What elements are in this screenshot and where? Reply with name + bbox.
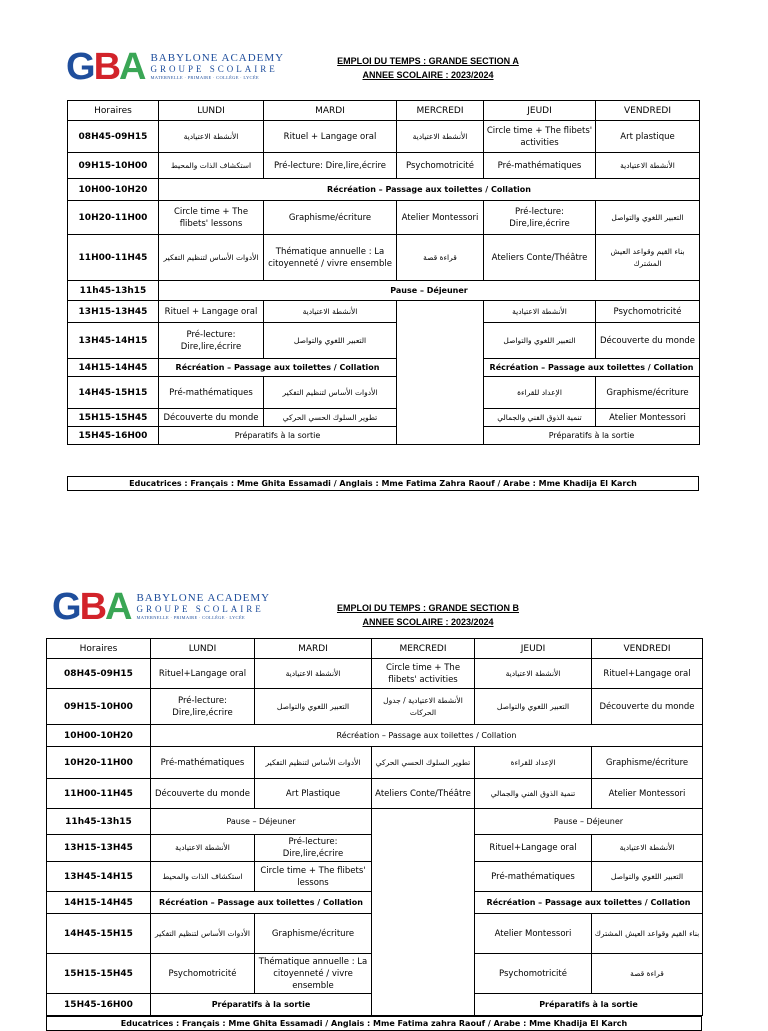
cell-vendredi: الأنشطة الاعتيادية (596, 153, 700, 179)
cell-lundi: Pré-mathématiques (159, 377, 264, 409)
cell-lundi: Circle time + The flibets' lessons (159, 201, 264, 235)
time-slot: 14H45-15H15 (47, 914, 151, 954)
cell-mardi: تطوير السلوك الحسي الحركي (264, 409, 397, 427)
col-header-mercredi: MERCREDI (397, 101, 484, 121)
timetable-b (46, 638, 703, 1016)
time-slot: 08H45-09H15 (68, 121, 159, 153)
exit-cell-right: Préparatifs à la sortie (475, 994, 703, 1016)
col-header-mardi: MARDI (255, 639, 372, 659)
cell-jeudi: Pré-lecture: Dire,lire,écrire (484, 201, 596, 235)
cell-lundi: Pré-mathématiques (151, 747, 255, 779)
table-row (68, 235, 700, 281)
col-header-lundi: LUNDI (151, 639, 255, 659)
cell-mercredi: قراءة قصة (397, 235, 484, 281)
cell-mardi: الأنشطة الاعتيادية (264, 301, 397, 323)
cell-jeudi: التعبير اللغوي والتواصل (484, 323, 596, 359)
time-slot: 13H15-13H45 (47, 835, 151, 862)
cell-lundi: Psychomotricité (151, 954, 255, 994)
cell-mardi: الأدوات الأساس لتنظيم التفكير (255, 747, 372, 779)
exit-cell-left: Préparatifs à la sortie (159, 427, 397, 445)
cell-mardi: Graphisme/écriture (264, 201, 397, 235)
time-slot: 14H15-14H45 (47, 892, 151, 914)
cell-jeudi: Pré-mathématiques (475, 862, 592, 892)
time-slot: 13H45-14H15 (47, 862, 151, 892)
cell-vendredi: Psychomotricité (596, 301, 700, 323)
time-slot: 11h45-13h15 (47, 809, 151, 835)
cell-vendredi: الأنشطة الاعتيادية (592, 835, 703, 862)
table-row (47, 689, 703, 725)
school-logo (52, 588, 270, 626)
col-header-vendredi: VENDREDI (596, 101, 700, 121)
table-row (47, 779, 703, 809)
time-slot: 15H15-15H45 (47, 954, 151, 994)
cell-mardi: Circle time + The flibets' lessons (255, 862, 372, 892)
cell-jeudi: تنمية الذوق الفني والجمالي (484, 409, 596, 427)
table-row (68, 153, 700, 179)
logo-name: BABYLONE ACADEMY (150, 52, 285, 65)
cell-vendredi: Art plastique (596, 121, 700, 153)
cell-vendredi: التعبير اللغوي والتواصل (596, 201, 700, 235)
col-header-jeudi: JEUDI (475, 639, 592, 659)
break-cell-left: Récréation – Passage aux toilettes / Collation (151, 892, 372, 914)
cell-mercredi: Psychomotricité (397, 153, 484, 179)
cell-jeudi: التعبير اللغوي والتواصل (475, 689, 592, 725)
header-row (47, 639, 703, 659)
table-row (68, 377, 700, 409)
cell-lundi: Pré-lecture: Dire,lire,écrire (151, 689, 255, 725)
cell-lundi: استكشاف الذات والمحيط (151, 862, 255, 892)
cell-jeudi: الإعداد للقراءة (475, 747, 592, 779)
cell-jeudi: الإعداد للقراءة (484, 377, 596, 409)
cell-lundi: الأدوات الأساس لتنظيم التفكير (159, 235, 264, 281)
cell-mardi: التعبير اللغوي والتواصل (264, 323, 397, 359)
table-row (68, 179, 700, 201)
col-header-vendredi: VENDREDI (592, 639, 703, 659)
time-slot: 11H00-11H45 (47, 779, 151, 809)
cell-mercredi-empty (372, 809, 475, 1016)
cell-mardi: Pré-lecture: Dire,lire,écrire (255, 835, 372, 862)
table-row (68, 427, 700, 445)
cell-vendredi: Graphisme/écriture (592, 747, 703, 779)
timetable-b-title: EMPLOI DU TEMPS : GRANDE SECTION B (336, 603, 519, 613)
cell-vendredi: بناء القيم وقواعد العيش المشترك (596, 235, 700, 281)
col-header-mercredi: MERCREDI (372, 639, 475, 659)
col-header-jeudi: JEUDI (484, 101, 596, 121)
cell-vendredi: بناء القيم وقواعد العيش المشترك (592, 914, 703, 954)
school-logo (66, 48, 284, 86)
break-cell: Récréation – Passage aux toilettes / Collation (151, 725, 703, 747)
teachers-footer-a: Educatrices : Français : Mme Ghita Essamadi / Anglais : Mme Fatima Zahra Raouf / Arabe : Mme Khadija El Karch (67, 476, 699, 491)
cell-lundi: Pré-lecture: Dire,lire,écrire (159, 323, 264, 359)
cell-vendredi: Graphisme/écriture (596, 377, 700, 409)
cell-mardi: Thématique annuelle : La citoyenneté / vivre ensemble (255, 954, 372, 994)
time-slot: 11h45-13h15 (68, 281, 159, 301)
cell-jeudi: Atelier Montessori (475, 914, 592, 954)
col-header-horaires: Horaires (47, 639, 151, 659)
cell-mercredi: Circle time + The flibets' activities (372, 659, 475, 689)
table-row (68, 359, 700, 377)
break-cell: Récréation – Passage aux toilettes / Collation (159, 179, 700, 201)
cell-jeudi: Ateliers Conte/Théâtre (484, 235, 596, 281)
table-row (68, 409, 700, 427)
cell-mercredi: الأنشطة الاعتيادية (397, 121, 484, 153)
cell-mercredi: تطوير السلوك الحسي الحركي (372, 747, 475, 779)
header-row (68, 101, 700, 121)
teachers-footer-b: Educatrices : Français : Mme Ghita Essamadi / Anglais : Mme Fatima zahra Raouf / Arabe : Mme Khadija El Karch (46, 1016, 702, 1031)
cell-vendredi: Atelier Montessori (592, 779, 703, 809)
time-slot: 14H15-14H45 (68, 359, 159, 377)
cell-jeudi: الأنشطة الاعتيادية (484, 301, 596, 323)
timetable-a-heading (300, 54, 556, 82)
lunch-cell-right: Pause – Déjeuner (475, 809, 703, 835)
cell-jeudi: Circle time + The flibets' activities (484, 121, 596, 153)
table-row (68, 281, 700, 301)
lunch-cell-left: Pause – Déjeuner (151, 809, 372, 835)
break-cell-right: Récréation – Passage aux toilettes / Collation (484, 359, 700, 377)
cell-mardi: Art Plastique (255, 779, 372, 809)
col-header-mardi: MARDI (264, 101, 397, 121)
table-row (47, 725, 703, 747)
logo-name: BABYLONE ACADEMY (136, 592, 271, 605)
cell-mercredi: Atelier Montessori (397, 201, 484, 235)
time-slot: 15H45-16H00 (68, 427, 159, 445)
cell-mardi: Pré-lecture: Dire,lire,écrire (264, 153, 397, 179)
lunch-cell: Pause – Déjeuner (159, 281, 700, 301)
table-row (47, 659, 703, 689)
cell-vendredi: التعبير اللغوي والتواصل (592, 862, 703, 892)
break-cell-right: Récréation – Passage aux toilettes / Collation (475, 892, 703, 914)
logo-tagline: MATERNELLE · PRIMAIRE · COLLÈGE · LYCÉE (150, 75, 259, 81)
cell-jeudi: Rituel+Langage oral (475, 835, 592, 862)
break-cell-left: Récréation – Passage aux toilettes / Collation (159, 359, 397, 377)
col-header-horaires: Horaires (68, 101, 159, 121)
table-row (68, 201, 700, 235)
logo-mark: GBA (52, 586, 131, 628)
time-slot: 11H00-11H45 (68, 235, 159, 281)
timetable-b-year: ANNEE SCOLAIRE : 2023/2024 (362, 617, 494, 627)
cell-mardi: Rituel + Langage oral (264, 121, 397, 153)
cell-mercredi-empty (397, 301, 484, 445)
timetable-a (67, 100, 700, 445)
cell-jeudi: Pré-mathématiques (484, 153, 596, 179)
cell-lundi: الأنشطة الاعتيادية (159, 121, 264, 153)
exit-cell-left: Préparatifs à la sortie (151, 994, 372, 1016)
exit-cell-right: Préparatifs à la sortie (484, 427, 700, 445)
time-slot: 10H20-11H00 (68, 201, 159, 235)
logo-mark: GBA (66, 46, 145, 88)
cell-lundi: استكشاف الذات والمحيط (159, 153, 264, 179)
cell-jeudi: الأنشطة الاعتيادية (475, 659, 592, 689)
table-row (68, 301, 700, 323)
col-header-lundi: LUNDI (159, 101, 264, 121)
time-slot: 10H20-11H00 (47, 747, 151, 779)
table-row (68, 323, 700, 359)
time-slot: 14H45-15H15 (68, 377, 159, 409)
cell-lundi: الأنشطة الاعتيادية (151, 835, 255, 862)
time-slot: 10H00-10H20 (68, 179, 159, 201)
time-slot: 13H15-13H45 (68, 301, 159, 323)
cell-mercredi: الأنشطة الاعتيادية / جدول الحركات (372, 689, 475, 725)
cell-mardi: Graphisme/écriture (255, 914, 372, 954)
time-slot: 15H45-16H00 (47, 994, 151, 1016)
cell-vendredi: Atelier Montessori (596, 409, 700, 427)
cell-mardi: الأنشطة الاعتيادية (255, 659, 372, 689)
cell-mardi: التعبير اللغوي والتواصل (255, 689, 372, 725)
timetable-a-title: EMPLOI DU TEMPS : GRANDE SECTION A (337, 56, 519, 66)
time-slot: 10H00-10H20 (47, 725, 151, 747)
cell-lundi: Rituel+Langage oral (151, 659, 255, 689)
cell-mardi: Thématique annuelle : La citoyenneté / vivre ensemble (264, 235, 397, 281)
table-row (47, 747, 703, 779)
cell-lundi: Découverte du monde (151, 779, 255, 809)
time-slot: 15H15-15H45 (68, 409, 159, 427)
time-slot: 08H45-09H15 (47, 659, 151, 689)
cell-jeudi: تنمية الذوق الفني والجمالي (475, 779, 592, 809)
cell-vendredi: Découverte du monde (596, 323, 700, 359)
cell-vendredi: Découverte du monde (592, 689, 703, 725)
cell-vendredi: Rituel+Langage oral (592, 659, 703, 689)
cell-lundi: Découverte du monde (159, 409, 264, 427)
logo-subtitle: GROUPE SCOLAIRE (136, 603, 264, 614)
cell-lundi: الأدوات الأساس لتنظيم التفكير (151, 914, 255, 954)
cell-mardi: الأدوات الأساس لتنظيم التفكير (264, 377, 397, 409)
table-row (68, 121, 700, 153)
table-row (47, 809, 703, 835)
logo-tagline: MATERNELLE · PRIMAIRE · COLLÈGE · LYCÉE (136, 615, 245, 621)
time-slot: 09H15-10H00 (47, 689, 151, 725)
timetable-a-year: ANNEE SCOLAIRE : 2023/2024 (362, 70, 494, 80)
time-slot: 13H45-14H15 (68, 323, 159, 359)
cell-jeudi: Psychomotricité (475, 954, 592, 994)
cell-mercredi: Ateliers Conte/Théâtre (372, 779, 475, 809)
logo-subtitle: GROUPE SCOLAIRE (150, 63, 278, 74)
time-slot: 09H15-10H00 (68, 153, 159, 179)
timetable-b-heading (300, 601, 556, 629)
cell-vendredi: قراءة قصة (592, 954, 703, 994)
cell-lundi: Rituel + Langage oral (159, 301, 264, 323)
